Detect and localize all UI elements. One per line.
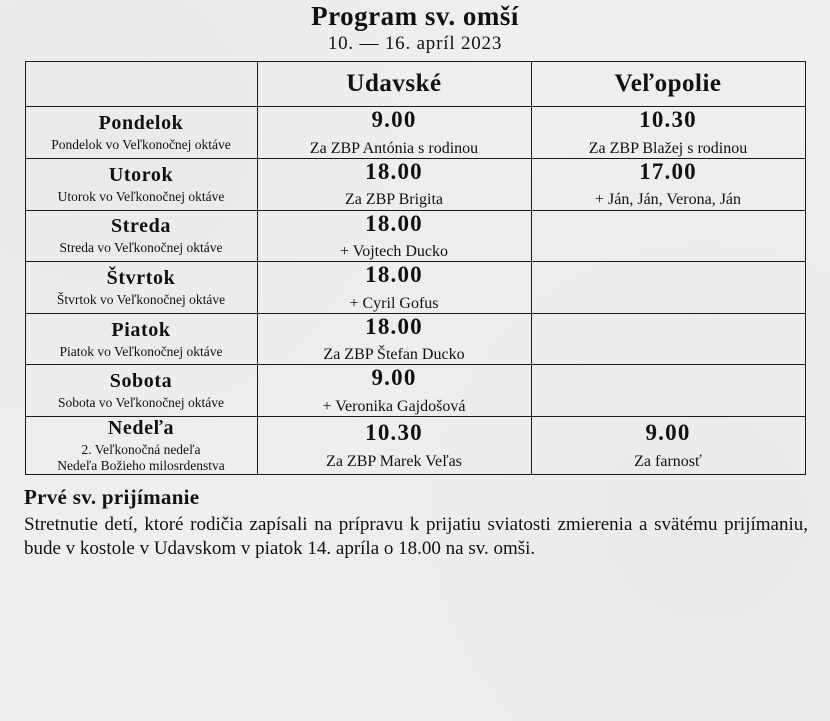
udavske-cell [257, 365, 531, 417]
day-cell [25, 158, 257, 210]
column-header-velopolie: Veľopolie [531, 62, 805, 107]
velopolie-cell [531, 313, 805, 365]
day-name: Nedeľa [107, 417, 175, 440]
day-subtitle: Pondelok vo Veľkonočnej oktáve [51, 137, 231, 153]
udavske-cell [257, 107, 531, 159]
udavske-cell [257, 313, 531, 365]
udavske-mass-intention: Za ZBP Marek Veľas [326, 452, 462, 470]
day-cell [25, 262, 257, 314]
velopolie-mass-intention: + Ján, Ján, Verona, Ján [594, 191, 742, 209]
column-header-day [25, 62, 257, 107]
udavske-mass-time: 9.00 [371, 107, 417, 133]
velopolie-mass-intention: Za ZBP Blažej s rodinou [588, 139, 748, 157]
table-header-row [25, 62, 805, 107]
velopolie-mass-time: 9.00 [645, 420, 691, 446]
udavske-mass-intention: + Vojtech Ducko [340, 243, 448, 261]
day-subtitle: Štvrtok vo Veľkonočnej oktáve [56, 291, 226, 307]
day-name: Sobota [109, 370, 173, 393]
day-name: Streda [111, 215, 171, 238]
day-name: Štvrtok [106, 266, 176, 289]
table-row [25, 107, 805, 159]
table-row [25, 158, 805, 210]
velopolie-cell [531, 210, 805, 262]
velopolie-mass-intention: Za farnosť [634, 452, 702, 470]
table-row [25, 365, 805, 417]
table-body [25, 107, 805, 475]
day-name: Utorok [108, 163, 174, 186]
velopolie-cell [531, 262, 805, 314]
day-cell [25, 313, 257, 365]
udavske-mass-time: 10.30 [365, 420, 423, 446]
table-row [25, 313, 805, 365]
velopolie-cell [531, 365, 805, 417]
day-subtitle: Sobota vo Veľkonočnej oktáve [57, 395, 225, 411]
velopolie-cell [531, 158, 805, 210]
footer-heading: Prvé sv. prijímanie [24, 485, 200, 510]
table-row [25, 210, 805, 262]
day-name: Pondelok [98, 112, 184, 135]
velopolie-cell [531, 107, 805, 159]
day-name: Piatok [111, 318, 171, 341]
day-cell [25, 365, 257, 417]
date-range: 10. — 16. apríl 2023 [327, 33, 503, 55]
udavske-mass-intention: Za ZBP Brigita [344, 191, 444, 209]
footer-text: Stretnutie detí, ktoré rodičia zapísali na prípravu k prijatiu sviatosti zmierenia a svätému prijímaniu, bude v kostole v Udavskom v piatok 14. apríla o 18.00 na sv. omši. [24, 513, 808, 559]
velopolie-cell [531, 417, 805, 475]
page-title: Program sv. omší [311, 1, 519, 31]
udavske-mass-intention: + Cyril Gofus [349, 294, 439, 312]
mass-schedule-table [25, 61, 806, 475]
udavske-mass-time: 9.00 [371, 365, 417, 391]
table-row [25, 417, 805, 475]
table-row [25, 262, 805, 314]
day-cell [25, 417, 257, 475]
column-header-udavske: Udavské [257, 62, 531, 107]
udavske-cell [257, 262, 531, 314]
udavske-mass-time: 18.00 [365, 313, 423, 339]
day-subtitle: Piatok vo Veľkonočnej oktáve [59, 343, 223, 359]
velopolie-mass-time: 17.00 [639, 158, 697, 184]
day-subtitle: 2. Veľkonočná nedeľa Nedeľa Božieho milosrdenstva [57, 442, 225, 474]
day-cell [25, 210, 257, 262]
udavske-mass-intention: Za ZBP Štefan Ducko [323, 346, 465, 364]
udavske-mass-intention: + Veronika Gajdošová [322, 397, 466, 415]
velopolie-mass-time: 10.30 [639, 107, 697, 133]
udavske-mass-intention: Za ZBP Antónia s rodinou [309, 139, 479, 157]
udavske-cell [257, 417, 531, 475]
udavske-mass-time: 18.00 [365, 158, 423, 184]
footer-notice [16, 475, 814, 561]
udavske-mass-time: 18.00 [365, 210, 423, 236]
day-subtitle: Streda vo Veľkonočnej oktáve [59, 240, 223, 256]
udavske-cell [257, 210, 531, 262]
udavske-cell [257, 158, 531, 210]
udavske-mass-time: 18.00 [365, 262, 423, 288]
day-cell [25, 107, 257, 159]
day-subtitle: Utorok vo Veľkonočnej oktáve [57, 188, 225, 204]
